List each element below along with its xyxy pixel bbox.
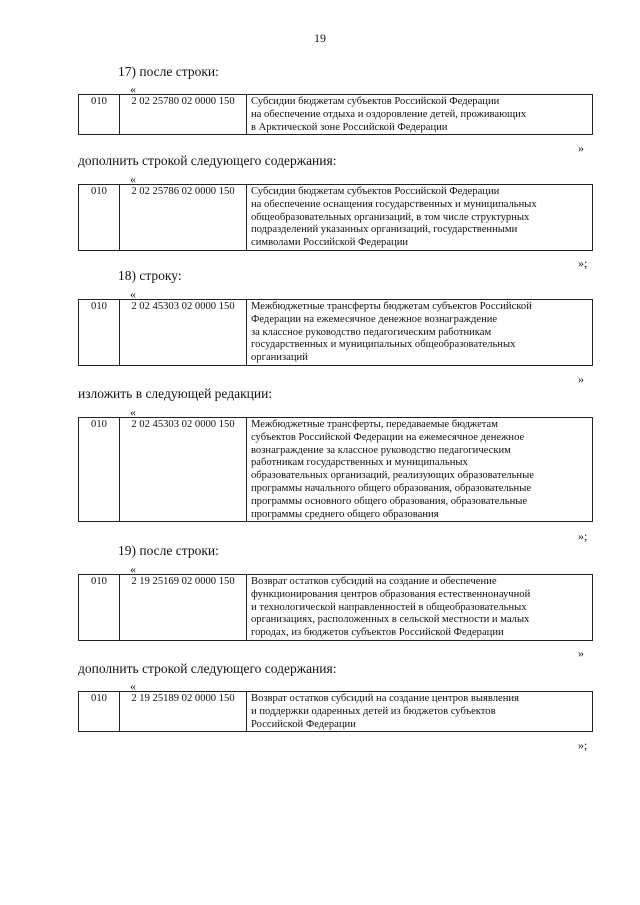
open-quote: « (130, 287, 136, 301)
kbk-code-cell: 2 02 45303 02 0000 150 (120, 300, 247, 366)
income-name-cell: Межбюджетные трансферты бюджетам субъектов Российской Федерации на ежемесячное денежное вознаграждение за классное руководство педагогическим работникам государственных и муниципальных общеобразовательных организаций (247, 300, 593, 366)
amendment-phrase: дополнить строкой следующего содержания: (78, 153, 337, 168)
admin-code-cell: 010 (79, 95, 120, 135)
close-quote: » (578, 646, 584, 660)
admin-code-cell: 010 (79, 692, 120, 732)
admin-code-cell: 010 (79, 418, 120, 522)
open-quote: « (130, 172, 136, 186)
open-quote: « (130, 562, 136, 576)
amendment-phrase: изложить в следующей редакции: (78, 386, 273, 401)
budget-row-table (78, 299, 593, 366)
close-quote: »; (578, 529, 588, 543)
amendment-intro-18: 18) строку: (118, 268, 182, 283)
open-quote: « (130, 405, 136, 419)
income-name-cell: Субсидии бюджетам субъектов Российской Федерации на обеспечение отдыха и оздоровление детей, проживающих в Арктической зоне Российской Федерации (247, 95, 593, 135)
table-row (79, 418, 593, 522)
page-number: 19 (314, 31, 326, 45)
table-row (79, 692, 593, 732)
amendment-phrase: дополнить строкой следующего содержания: (78, 661, 337, 676)
table-row (79, 95, 593, 135)
budget-row-table (78, 691, 593, 732)
table-row (79, 185, 593, 251)
income-name-cell: Возврат остатков субсидий на создание центров выявления и поддержки одаренных детей из бюджетов субъектов Российской Федерации (247, 692, 593, 732)
kbk-code-cell: 2 19 25189 02 0000 150 (120, 692, 247, 732)
open-quote: « (130, 82, 136, 96)
kbk-code-cell: 2 19 25169 02 0000 150 (120, 575, 247, 641)
kbk-code-cell: 2 02 45303 02 0000 150 (120, 418, 247, 522)
income-name-cell: Возврат остатков субсидий на создание и обеспечение функционирования центров образования естественнонаучной и технологической направленностей в общеобразовательных организациях, расположенных в сельской местности и малых городах, из бюджетов субъектов Российской Федерации (247, 575, 593, 641)
kbk-code-cell: 2 02 25786 02 0000 150 (120, 185, 247, 251)
amendment-intro-19: 19) после строки: (118, 543, 219, 558)
budget-row-table (78, 417, 593, 522)
income-name-cell: Субсидии бюджетам субъектов Российской Федерации на обеспечение оснащения государственных и муниципальных общеобразовательных организаций, в том числе структурных подразделений указанных организаций, государственными символами Российской Федерации (247, 185, 593, 251)
admin-code-cell: 010 (79, 575, 120, 641)
table-row (79, 575, 593, 641)
amendment-intro-17: 17) после строки: (118, 64, 219, 79)
budget-row-table (78, 94, 593, 135)
table-row (79, 300, 593, 366)
budget-row-table (78, 184, 593, 251)
close-quote: »; (578, 256, 588, 270)
admin-code-cell: 010 (79, 185, 120, 251)
close-quote: » (578, 141, 584, 155)
close-quote: »; (578, 738, 588, 752)
budget-row-table (78, 574, 593, 641)
open-quote: « (130, 679, 136, 693)
close-quote: » (578, 372, 584, 386)
income-name-cell: Межбюджетные трансферты, передаваемые бюджетам субъектов Российской Федерации на ежемесячное денежное вознаграждение за классное руководство педагогическим работникам государственных и муниципальных образовательных организаций, реализующих образовательные программы начального общего образования, образовательные программы основного общего образования, образовательные программы среднего общего образования (247, 418, 593, 522)
kbk-code-cell: 2 02 25780 02 0000 150 (120, 95, 247, 135)
admin-code-cell: 010 (79, 300, 120, 366)
